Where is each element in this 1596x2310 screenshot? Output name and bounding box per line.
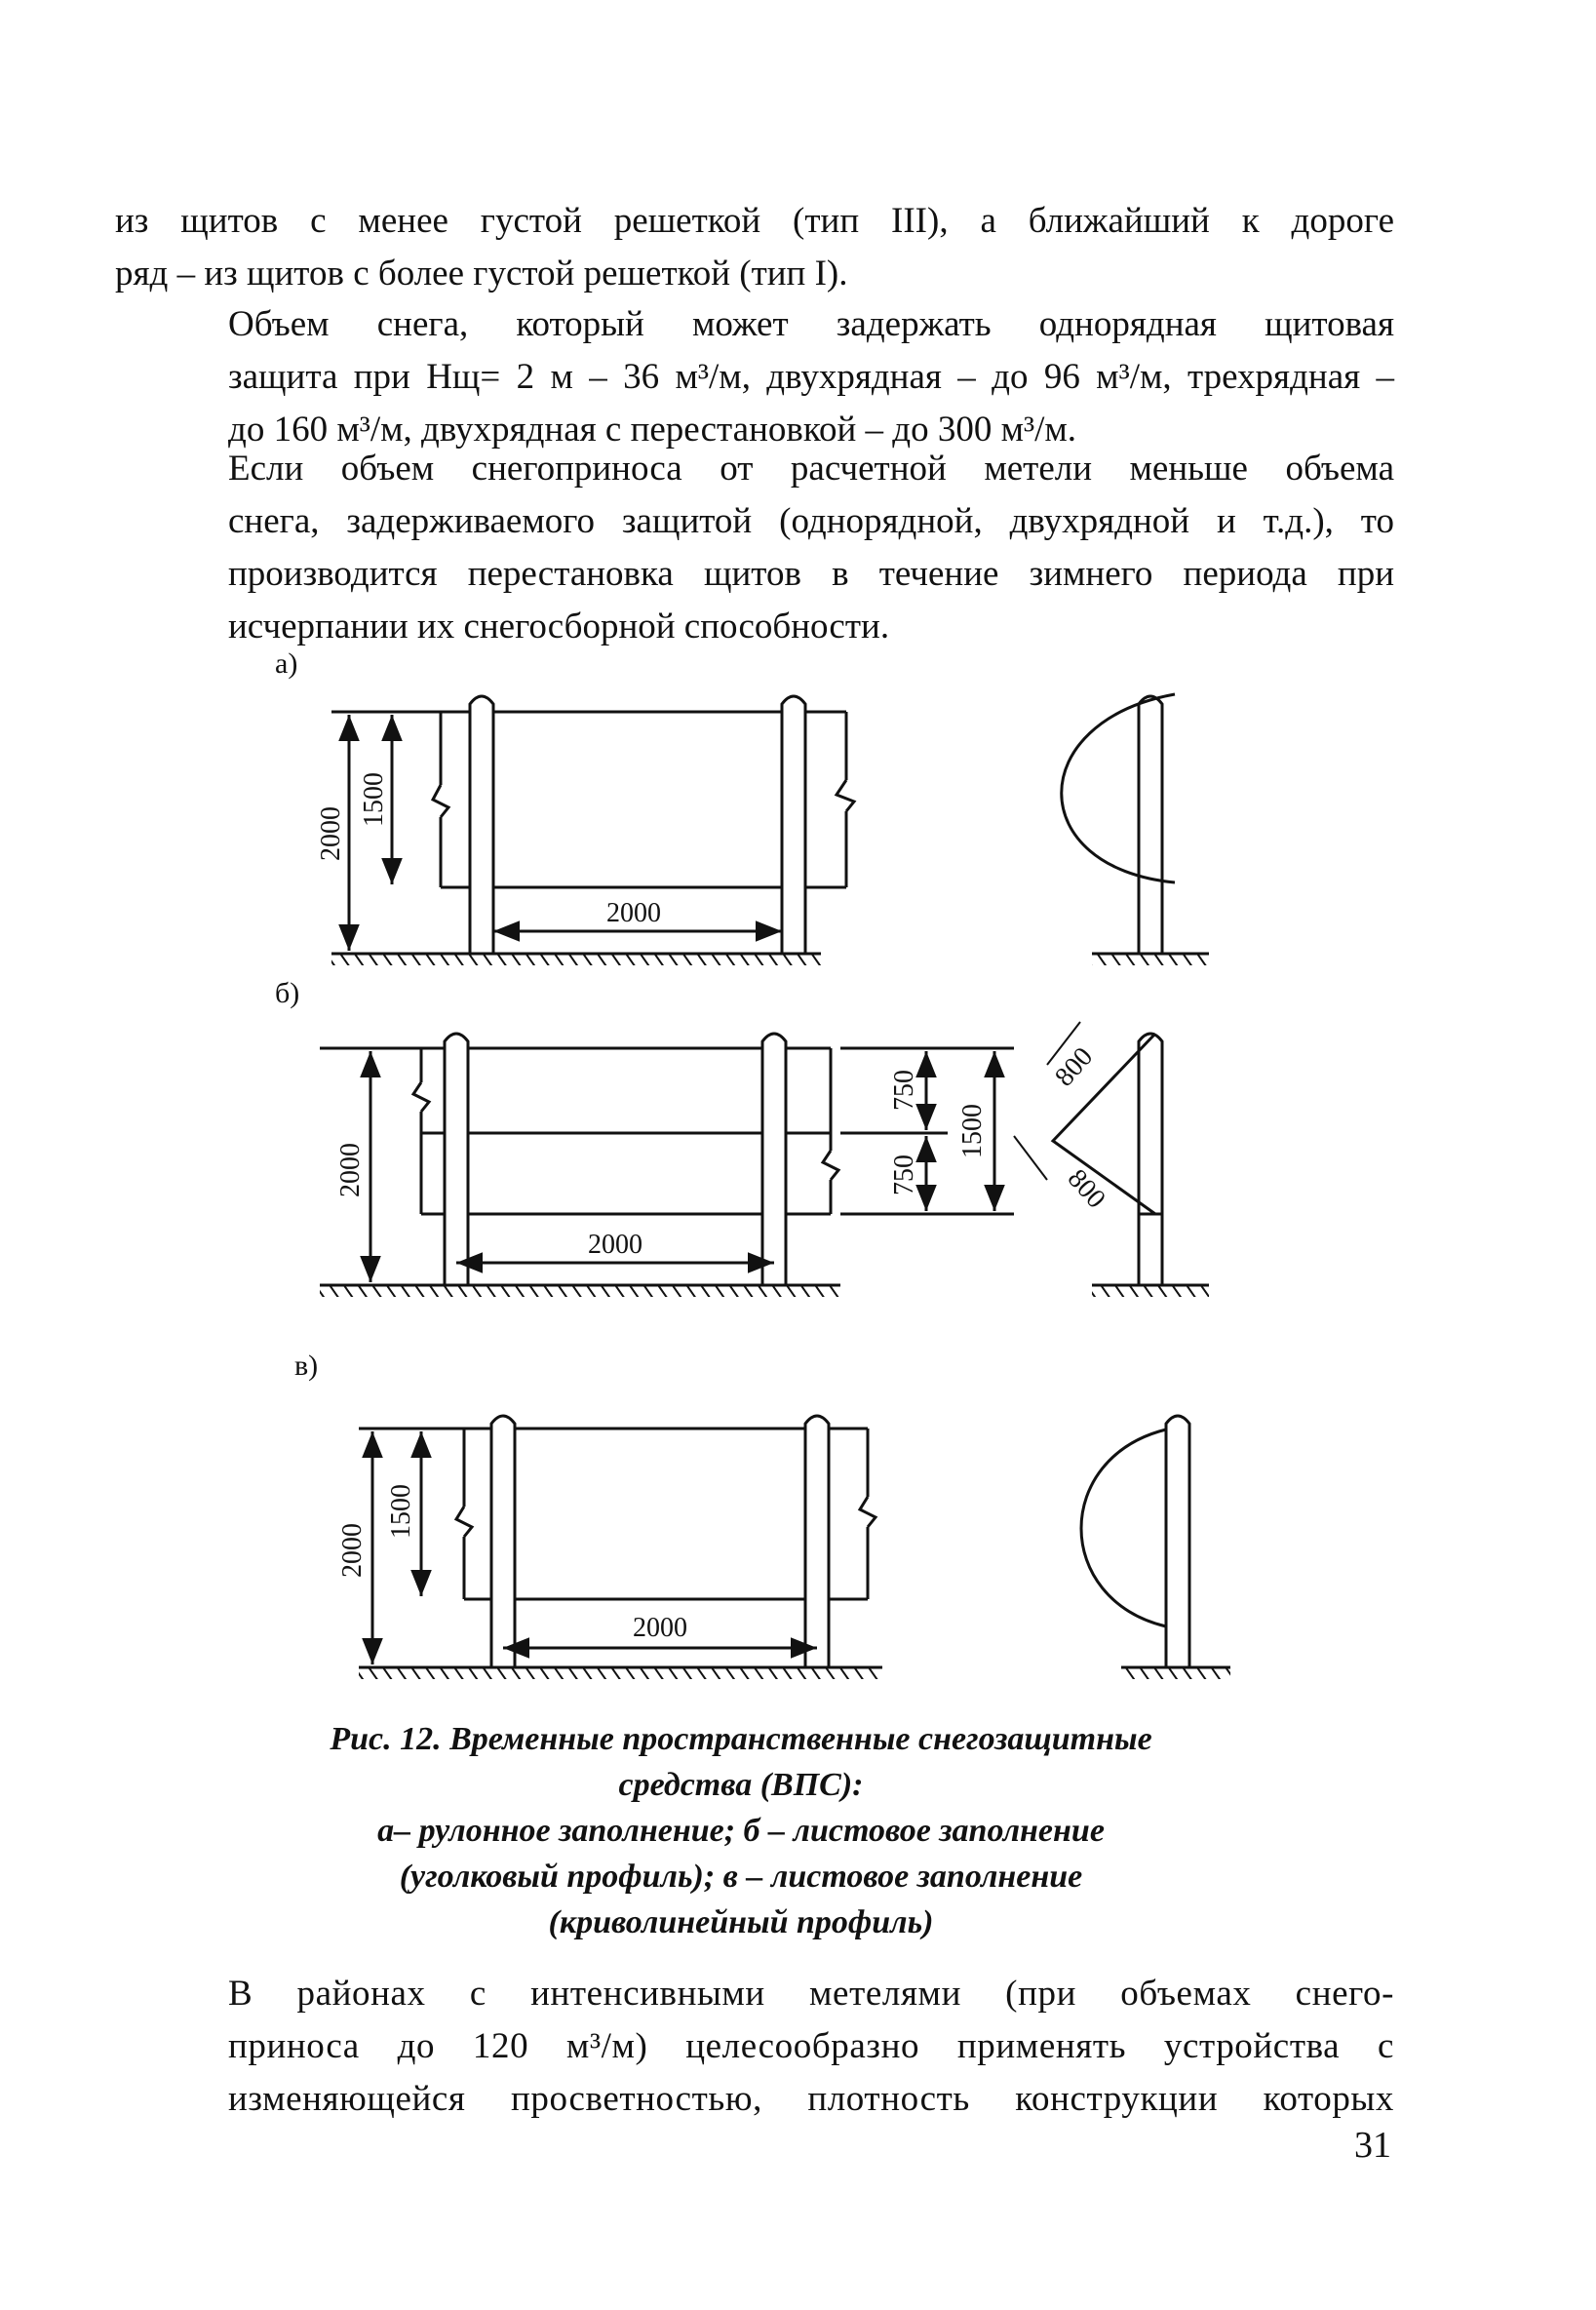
page-number: 31 [1354, 2125, 1391, 2166]
dim-span-c: 2000 [633, 1613, 687, 1643]
dim-seg1-b: 750 [889, 1070, 919, 1111]
caption-line: а– рулонное заполнение; б – листовое заполнение [377, 1813, 1105, 1849]
dim-seg2-b: 750 [889, 1155, 919, 1195]
caption-line: (уголковый профиль); в – листовое заполнение [399, 1859, 1083, 1895]
panel-a-side-view [1062, 694, 1209, 965]
text-line: приноса до 120 м³/м) целесообразно применять устройства с [228, 2026, 1394, 2066]
dim-height-total-b: 2000 [335, 1143, 366, 1197]
text-line: производится перестановка щитов в течение зимнего периода при [228, 554, 1394, 594]
panel-b-front-view [320, 1034, 1014, 1297]
panel-b-side-view [1014, 1022, 1209, 1297]
text-line: Объем снега, который может задержать однорядная щитовая [228, 304, 1394, 344]
text-line: В районах с интенсивными метелями (при объемах снего- [228, 1974, 1394, 2014]
dim-span-b: 2000 [588, 1230, 642, 1260]
text-line: защита при Hщ= 2 м – 36 м³/м, двухрядная – до 96 м³/м, трехрядная – [228, 357, 1394, 397]
panel-c-side-view [1081, 1416, 1230, 1679]
dim-height-panel-c: 1500 [386, 1484, 416, 1539]
text-line: ряд – из щитов с более густой решеткой (тип I). [115, 254, 848, 294]
panel-a-front-view [316, 696, 854, 965]
text-line: изменяющейся просветностью, плотность конструкции которых [228, 2079, 1394, 2119]
dim-height-total-a: 2000 [316, 806, 346, 861]
dim-height-total-c: 2000 [337, 1523, 368, 1578]
dim-diag1-b: 800 [1049, 1041, 1100, 1093]
paragraph-4 [115, 1968, 1394, 2126]
text-line: снега, задерживаемого защитой (однорядной, двухрядной и т.д.), то [228, 501, 1394, 541]
text-line: из щитов с менее густой решеткой (тип III), а ближайший к дороге [115, 201, 1394, 241]
caption-line: Рис. 12. Временные пространственные снегозащитные [330, 1721, 1152, 1757]
panel-label-a: а) [275, 647, 298, 680]
figure-caption [195, 1716, 1287, 1945]
panel-label-c: в) [294, 1350, 319, 1382]
panel-label-b: б) [275, 977, 300, 1009]
text-line: до 160 м³/м, двухрядная с перестановкой – до 300 м³/м. [228, 410, 1077, 450]
text-line: исчерпании их снегосборной способности. [228, 607, 890, 646]
caption-line: средства (ВПС): [618, 1767, 864, 1803]
dim-seg-total-b: 1500 [957, 1104, 988, 1158]
caption-line: (криволинейный профиль) [548, 1904, 934, 1940]
text-line: Если объем снегоприноса от расчетной метели меньше объема [228, 449, 1394, 489]
panel-c-front-view [337, 1416, 882, 1679]
dim-span-a: 2000 [606, 898, 661, 928]
dim-diag2-b: 800 [1061, 1163, 1111, 1215]
dim-height-panel-a: 1500 [359, 772, 389, 827]
